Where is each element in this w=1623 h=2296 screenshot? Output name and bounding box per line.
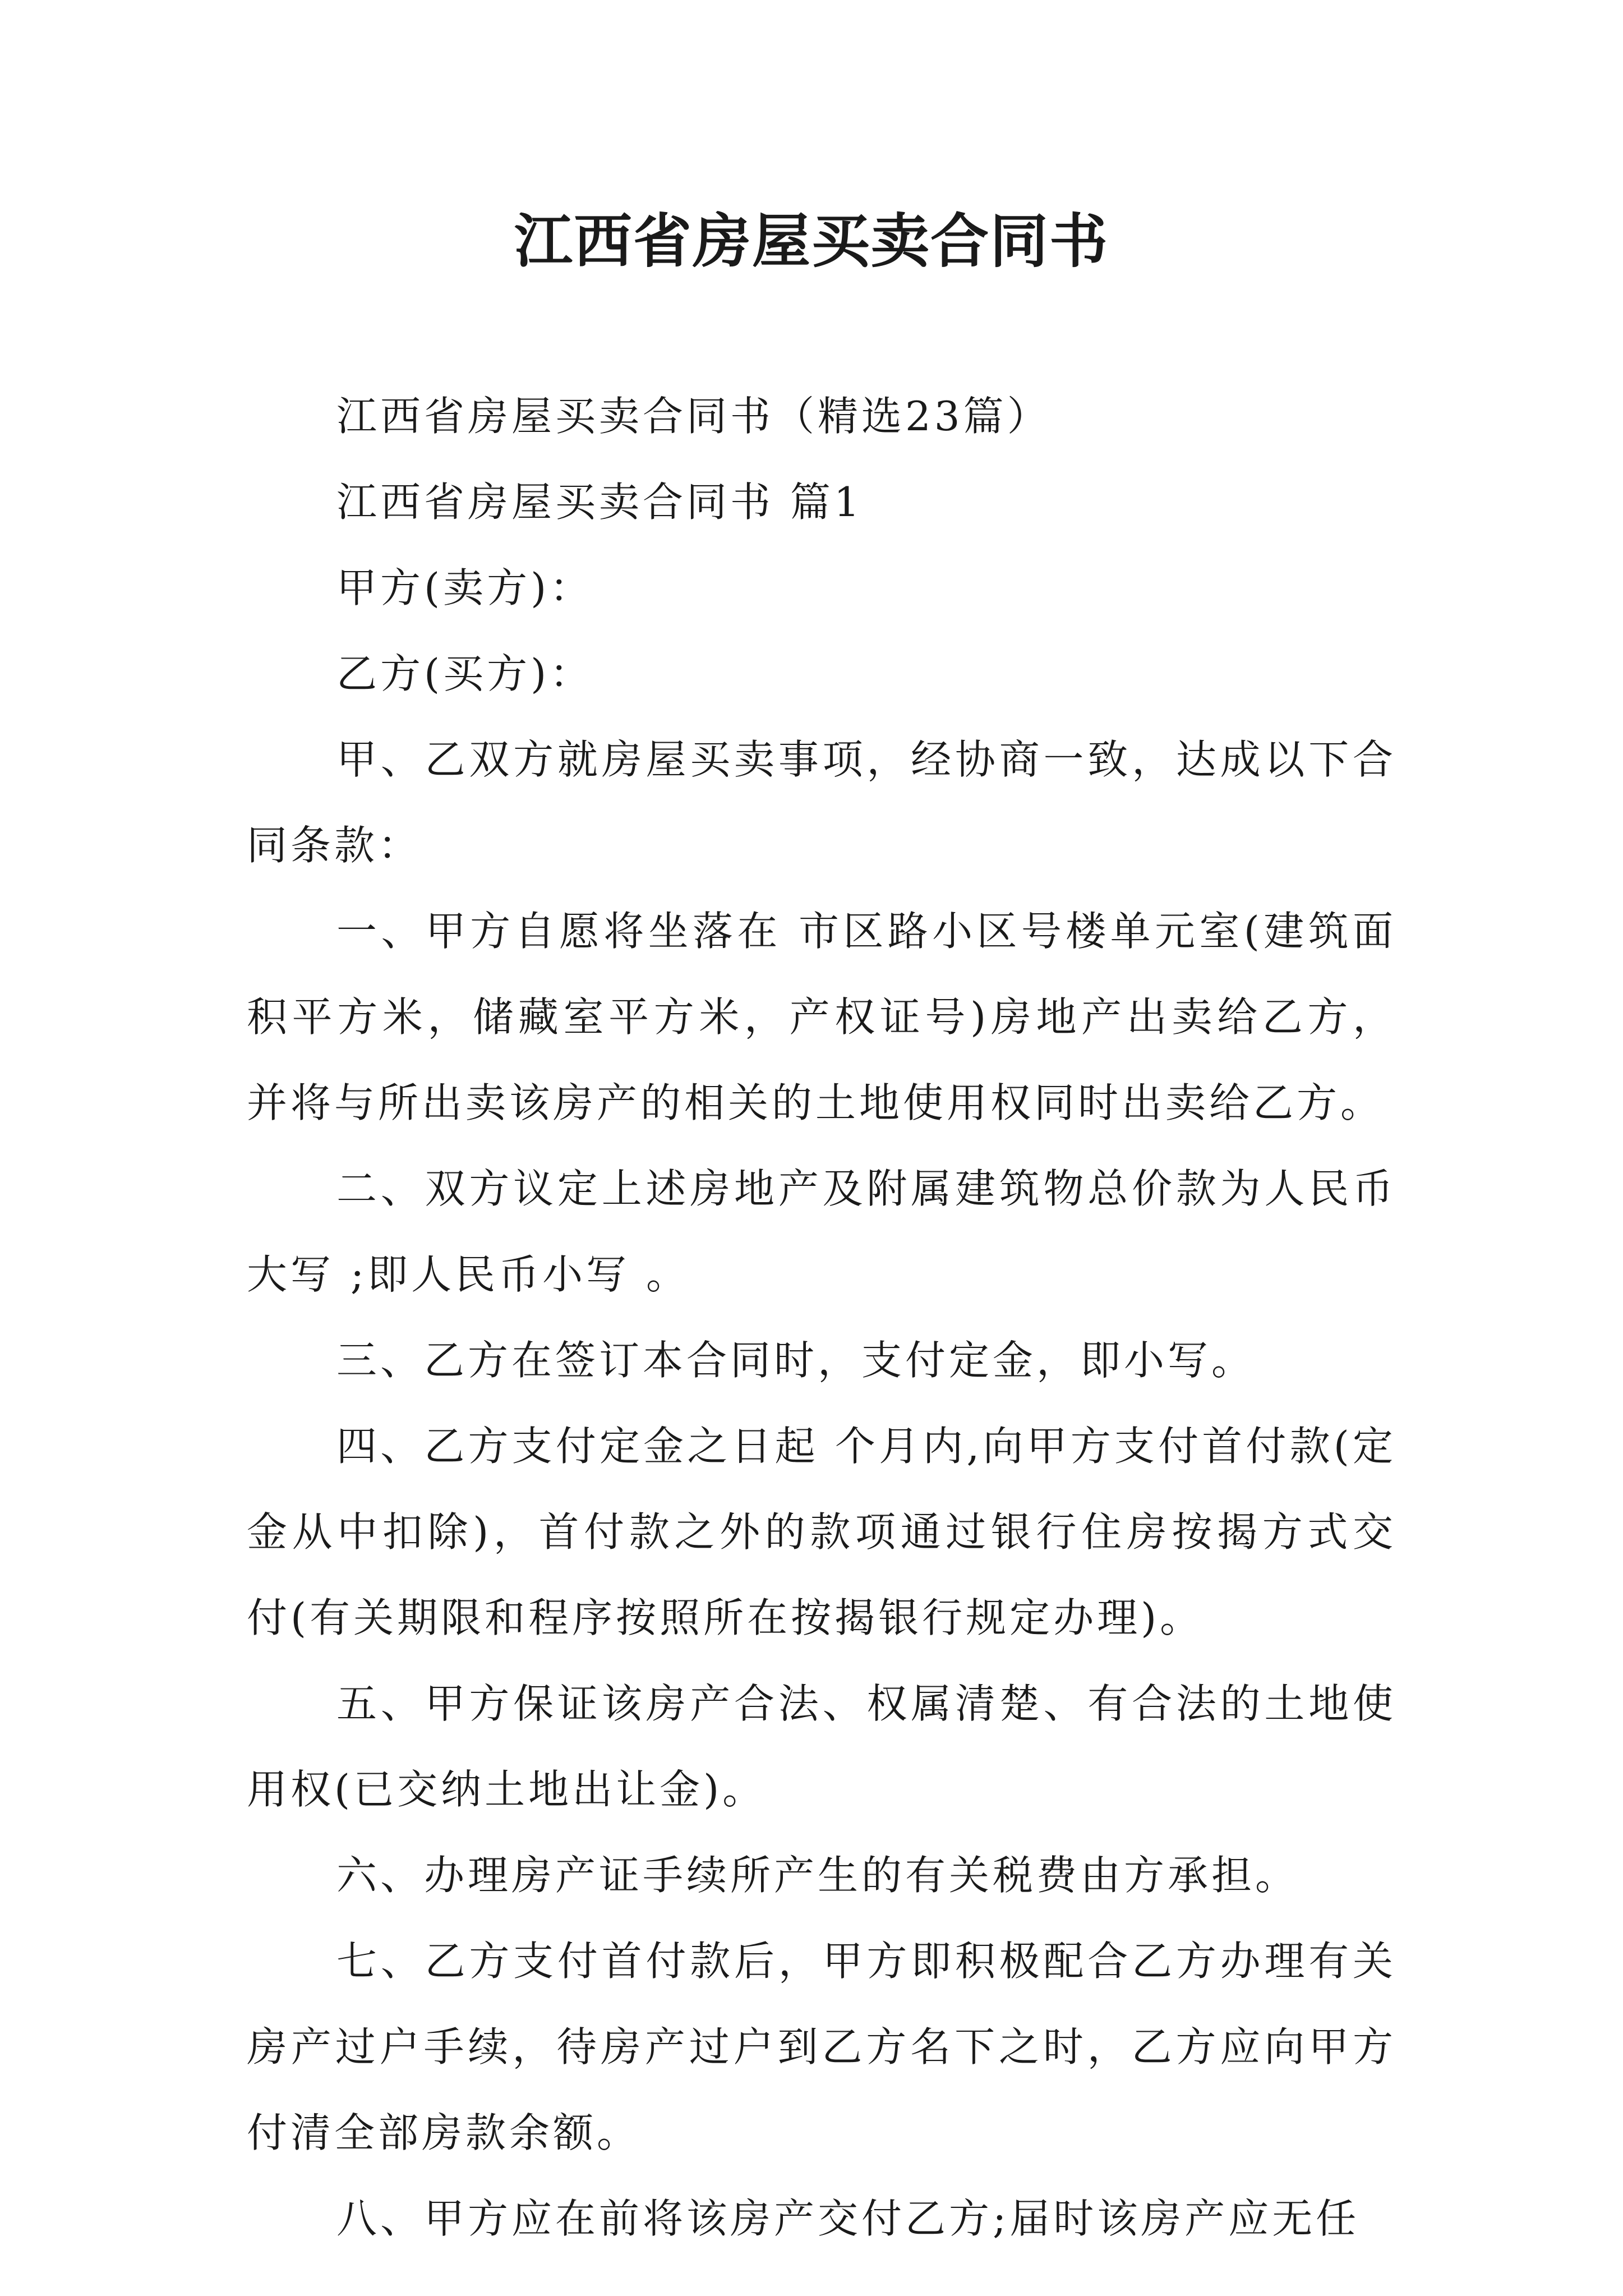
paragraph-clause-6: 六、办理房产证手续所产生的有关税费由方承担。	[336, 1852, 1299, 1899]
document-title: 江西省房屋买卖合同书	[514, 206, 1109, 275]
paragraph-subtitle: 江西省房屋买卖合同书（精选23篇）	[336, 393, 1051, 440]
paragraph-clause-7: 七、乙方支付首付款后，甲方即积极配合乙方办理有关房产过户手续，待房产过户到乙方名下之时，乙方应向甲方付清全部房款余额。	[247, 1938, 1396, 2156]
document-body	[247, 374, 1396, 2262]
paragraph-clause-1: 一、甲方自愿将坐落在 市区路小区号楼单元室(建筑面积平方米，储藏室平方米，产权证号)房地产出卖给乙方，并将与所出卖该房产的相关的土地使用权同时出卖给乙方。	[247, 908, 1396, 1126]
paragraph-preamble: 甲、乙双方就房屋买卖事项，经协商一致，达成以下合同条款：	[247, 736, 1396, 869]
paragraph-party-b: 乙方(买方)：	[336, 650, 594, 697]
paragraph-clause-3: 三、乙方在签订本合同时，支付定金，即小写。	[336, 1337, 1256, 1384]
paragraph-party-a: 甲方(卖方)：	[336, 564, 594, 611]
paragraph-clause-4: 四、乙方支付定金之日起 个月内,向甲方支付首付款(定金从中扣除)，首付款之外的款项通过银行住房按揭方式交付(有关期限和程序按照所在按揭银行规定办理)。	[247, 1423, 1396, 1641]
paragraph-clause-8: 八、甲方应在前将该房产交付乙方;届时该房产应无任	[336, 2195, 1360, 2242]
paragraph-clause-2: 二、双方议定上述房地产及附属建筑物总价款为人民币大写 ;即人民币小写 。	[247, 1165, 1396, 1298]
paragraph-section-heading: 江西省房屋买卖合同书 篇1	[336, 478, 863, 526]
paragraph-clause-5: 五、甲方保证该房产合法、权属清楚、有合法的土地使用权(已交纳土地出让金)。	[247, 1680, 1396, 1813]
